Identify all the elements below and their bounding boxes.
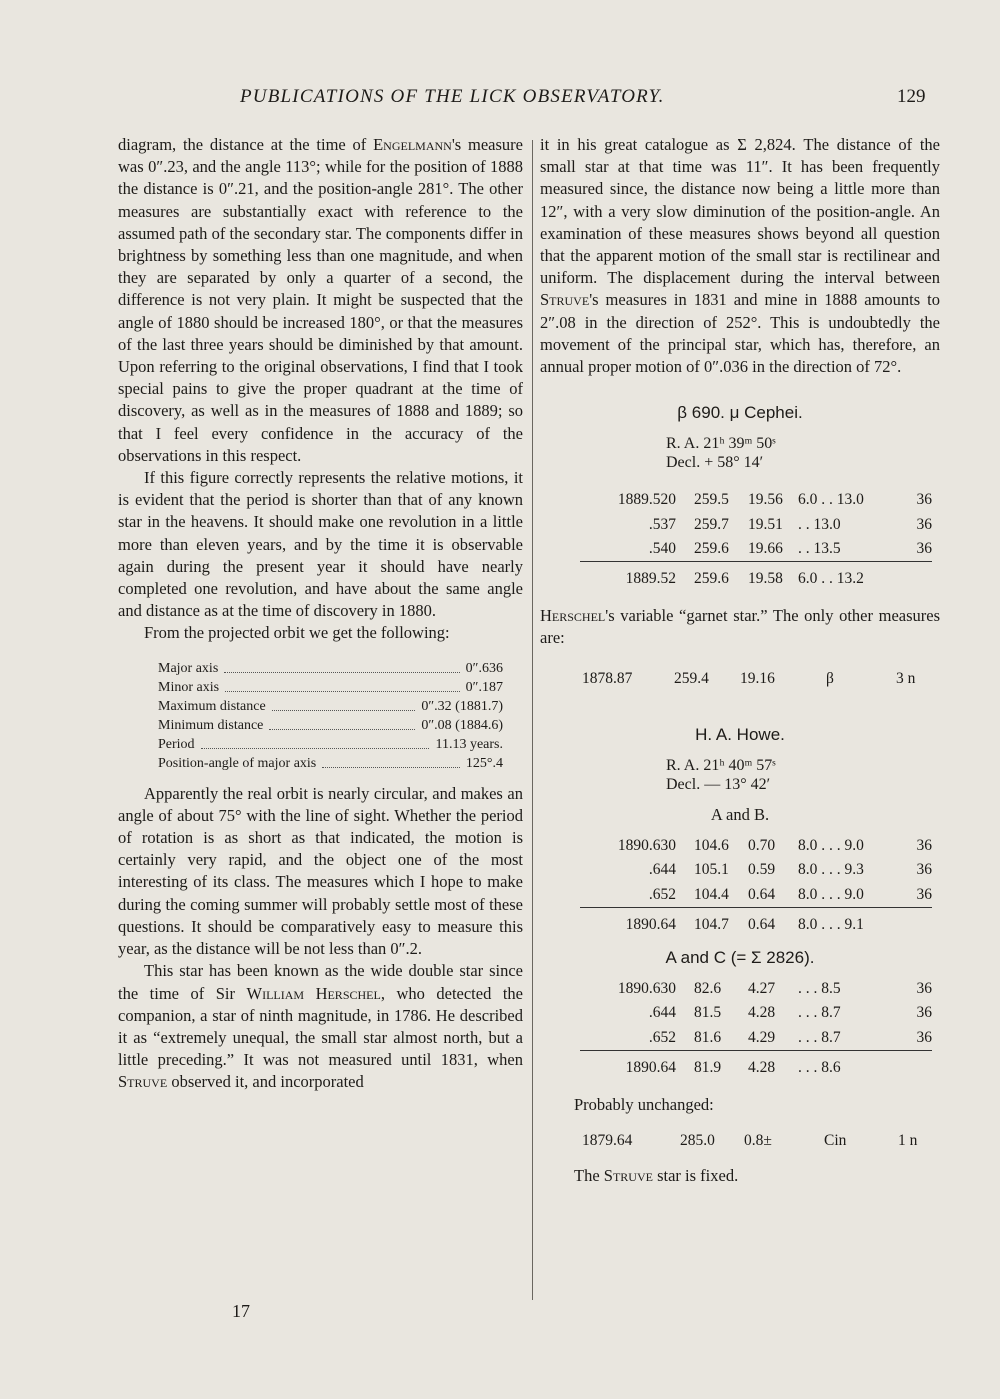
star-heading-howe: H. A. Howe.: [695, 724, 785, 744]
table-row: .644 81.5 4.28 . . . 8.7 36: [648, 1004, 932, 1022]
subheading-a-and-b: A and B.: [710, 805, 770, 825]
column-divider: [532, 140, 533, 1300]
left-column: [118, 134, 523, 1094]
running-title: PUBLICATIONS OF THE LICK OBSERVATORY.: [240, 86, 665, 107]
star-coordinates: R. A. 21ʰ 40ᵐ 57ˢ Decl. — 13° 42′: [666, 757, 776, 794]
probably-unchanged-label: Probably unchanged:: [574, 1095, 714, 1115]
orbit-row: Minimum distance 0″.08 (1884.6): [158, 717, 503, 733]
measures-table: [580, 977, 932, 1080]
paragraph-4: Apparently the real orbit is nearly circular, and makes an angle of about 75° with the line of sight. Whether the period of rotation is as short as that indicated, the motion is certainly very rapid, and the object one of the most interesting of its class. The measures which I hope to make during the coming summer will probably settle most of these questions. It should be comparatively easy to measure this year, as the distance will be not less than 0″.2.: [118, 783, 523, 959]
table-row: 1890.630 82.6 4.27 . . . 8.5 36: [617, 980, 932, 998]
star-heading-beta-690: β 690. μ Cephei.: [677, 403, 803, 423]
table-summary-row: 1889.52 259.6 19.58 6.0 . . 13.2: [580, 562, 932, 592]
other-measure: 1879.64 285.0 0.8± Cin 1 n: [582, 1132, 918, 1150]
garnet-star-note: Herschel's variable “garnet star.” The only other measures are:: [540, 606, 940, 648]
star-coordinates: R. A. 21ʰ 39ᵐ 50ˢ Decl. + 58° 14′: [666, 435, 776, 472]
measures-table: [580, 488, 932, 591]
table-summary-row: 1890.64 104.7 0.64 8.0 . . . 9.1: [580, 907, 932, 937]
paragraph-right-1: it in his great catalogue as Σ 2,824. The distance of the small star at that time was 11″. It has been frequently measured since, the distance now being a little more than 12″, with a very slow diminution of the position-angle. An examination of these measures shows beyond all question that the apparent motion of the small star is rectilinear and uniform. The displacement during the interval between Struve's measures in 1831 and mine in 1888 amounts to 2″.08 in the direction of 252°. This is undoubtedly the movement of the principal star, which has, therefore, an annual proper motion of 0″.036 in the direction of 72°.: [540, 135, 940, 377]
page-number: 129: [897, 86, 926, 107]
table-row: .652 104.4 0.64 8.0 . . . 9.0 36: [648, 885, 932, 903]
orbit-row: Minor axis 0″.187: [158, 679, 503, 695]
table-row: 1889.520 259.5 19.56 6.0 . . 13.0 36: [617, 491, 932, 509]
table-row: .652 81.6 4.29 . . . 8.7 36: [648, 1028, 932, 1046]
paragraph-3: From the projected orbit we get the following:: [144, 623, 450, 643]
table-summary-row: 1890.64 81.9 4.28 . . . 8.6: [580, 1050, 932, 1080]
signature-mark: 17: [232, 1301, 250, 1321]
paragraph-1: diagram, the distance at the time of Engelmann's measure was 0″.23, and the angle 113°; while for the position of 1888 the distance is 0″.21, and the position-angle 281°. The other measures are substantially exact with reference to the assumed path of the secondary star. The components differ in brightness by something less than one magnitude, and when they are separated by only a quarter of a second, the difference is not very plain. It might be suspected that the angle of 1880 should be increased 180°, or that the measures of the last three years should be diminished by that amount. Upon referring to the original observations, I find that I took special pains to give the proper quadrant at the time of discovery, as well as in the measures of 1888 and 1889; so that I feel every confidence in the accuracy of the observations in this respect.: [118, 135, 523, 465]
final-note: The Struve star is fixed.: [574, 1165, 739, 1185]
orbit-row: Period 11.13 years.: [158, 736, 503, 752]
table-row: .537 259.7 19.51 . . 13.0 36: [648, 515, 932, 533]
orbit-row: Maximum distance 0″.32 (1881.7): [158, 698, 503, 714]
measures-table: [580, 834, 932, 937]
right-column: [540, 134, 940, 1187]
other-measure: 1878.87 259.4 19.16 β 3 n: [582, 669, 916, 687]
orbit-row: Major axis 0″.636: [158, 660, 503, 676]
orbit-row: Position-angle of major axis 125°.4: [158, 755, 503, 771]
paragraph-2: If this figure correctly represents the relative motions, it is evident that the period is shorter than that of any known star in the heavens. It should make one revolution in a little more than eleven years, and by the time it is observable again during the present year it should have nearly completed one revolution, and have about the same angle and distance as at the time of discovery in 1880.: [118, 468, 523, 621]
table-row: .540 259.6 19.66 . . 13.5 36: [648, 539, 932, 557]
subheading-a-and-c: A and C (= Σ 2826).: [665, 948, 815, 968]
table-row: .644 105.1 0.59 8.0 . . . 9.3 36: [648, 861, 932, 879]
paragraph-5: This star has been known as the wide double star since the time of Sir William Herschel, who detected the companion, a star of ninth magnitude, in 1786. He described it as “extremely unequal, the small star almost north, but a little preceding.” It was not measured until 1831, when Struve observed it, and incorporated: [118, 961, 523, 1092]
table-row: 1890.630 104.6 0.70 8.0 . . . 9.0 36: [617, 837, 932, 855]
orbit-elements: [158, 659, 503, 773]
